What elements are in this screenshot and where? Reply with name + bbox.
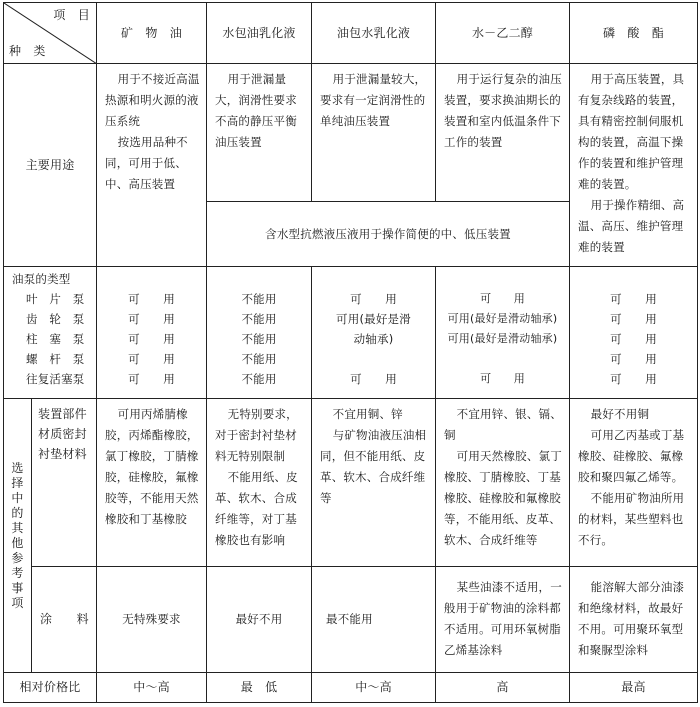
pump-status: 可 用 <box>610 332 657 346</box>
pump-status: 不能用 <box>241 332 277 346</box>
pump-status: 可 用 <box>610 292 657 306</box>
uses-mineral-oil <box>97 64 207 267</box>
col-header-phosphate-ester: 磷 酸 酯 <box>570 3 698 64</box>
seal-water-in-oil <box>312 399 436 567</box>
coat-oil-in-water: 最好不用 <box>207 567 312 673</box>
coat-mineral-oil: 无特殊要求 <box>97 567 207 673</box>
seal-phosphate-text-a: 最好不用铜 <box>590 407 650 421</box>
coat-water-glycol: 某些油漆不适用，一般用于矿物油的涂料都不适用。可用环氧树脂乙烯基涂料 <box>436 567 570 673</box>
corner-type-label: 种 类 <box>9 44 46 58</box>
coat-phosphate-ester: 能溶解大部分油漆和绝缘材料，故最好不用。可用聚环氧型和聚脲型涂料 <box>570 567 698 673</box>
uses-water-based-shared: 含水型抗燃液压液用于操作简便的中、低压装置 <box>207 202 570 267</box>
pump-status: 可 用 <box>480 372 525 385</box>
pump-status: 不能用 <box>241 372 277 386</box>
hydraulic-fluid-comparison-table <box>3 2 698 703</box>
pumps-mineral-oil <box>97 267 207 399</box>
pump-status: 可 用 <box>610 352 657 366</box>
pump-status: 可用(最好是滑动轴承) <box>447 332 558 345</box>
pump-plunger: 柱 塞 泵 <box>26 332 85 346</box>
uses-phosphate-text-a: 用于高压装置，具有复杂线路的装置，具有精密控制伺服机构的装置，高温下操作的装置和维护管理难的装置。 <box>578 72 685 191</box>
pumps-phosphate-ester <box>570 267 698 399</box>
uses-mineral-oil-text-b: 按选用品种不同，可用于低、中、高压装置 <box>105 135 188 191</box>
pump-vane: 叶 片 泵 <box>26 292 85 306</box>
pump-status: 可 用 <box>128 312 175 326</box>
seal-water-in-oil-text-a: 不宜用铜、锌 <box>332 407 403 421</box>
coatings-label: 涂 料 <box>32 567 97 673</box>
pump-gear: 齿 轮 泵 <box>26 312 85 326</box>
seal-phosphate-text-c: 不能用矿物油所用的材料，某些塑料也不行。 <box>578 491 685 547</box>
pump-status: 可 用 <box>128 332 175 346</box>
header-row <box>4 3 698 64</box>
seal-oil-in-water-text-b: 不能用纸、皮革、软木、合成纤维等，对丁基橡胶也有影响 <box>215 470 298 547</box>
uses-phosphate-text-b: 用于操作精细、高温、高压、维护管理难的装置 <box>578 198 685 254</box>
uses-mineral-oil-text-a: 用于不接近高温热源和明火源的液压系统 <box>105 72 200 128</box>
seal-water-glycol <box>436 399 570 567</box>
uses-label: 主要用途 <box>4 64 97 267</box>
price-phosphate-ester: 最高 <box>570 673 698 703</box>
seal-oil-in-water <box>207 399 312 567</box>
seal-mineral-oil: 可用丙烯腈橡胶，丙烯酯橡胶，氯丁橡胶，丁腈橡胶，硅橡胶，氟橡胶等，不能用天然橡胶和丁基橡胶 <box>97 399 207 567</box>
header-corner-cell <box>4 3 97 64</box>
col-header-water-glycol: 水－乙二醇 <box>436 3 570 64</box>
pump-status: 可 用 <box>610 312 657 326</box>
uses-oil-in-water: 用于泄漏量大，润滑性要求不高的静压平衡油压装置 <box>207 64 312 202</box>
seal-water-glycol-text-a: 不宜用锌、银、镉、铜 <box>444 407 562 442</box>
pump-status: 可 用 <box>350 372 397 386</box>
pump-status: 可用(最好是滑动轴承) <box>447 312 558 325</box>
pump-status: 可 用 <box>480 292 525 305</box>
corner-item-label: 项 目 <box>53 8 90 22</box>
uses-water-glycol: 用于运行复杂的油压装置，要求换油期长的装置和室内低温条件下工作的装置 <box>436 64 570 202</box>
seal-water-glycol-text-b: 可用天然橡胶、氯丁橡胶、丁腈橡胶、丁基橡胶、硅橡胶和氟橡胶等，不能用纸、皮革、软木、合成纤维等 <box>444 449 562 547</box>
pump-types-title: 油泵的类型 <box>12 272 71 286</box>
pumps-water-glycol <box>436 267 570 399</box>
price-water-glycol: 高 <box>436 673 570 703</box>
pump-status: 动轴承) <box>353 332 394 346</box>
uses-water-in-oil: 用于泄漏量较大，要求有一定润滑性的单纯油压装置 <box>312 64 436 202</box>
pump-status: 不能用 <box>241 312 277 326</box>
pump-status: 可 用 <box>128 372 175 386</box>
seal-oil-in-water-text-a: 无特别要求，对于密封衬垫材料无特别限制 <box>215 407 298 463</box>
coatings-row <box>4 567 698 673</box>
pumps-water-in-oil <box>312 267 436 399</box>
pump-status: 可 用 <box>128 352 175 366</box>
uses-row <box>4 64 698 202</box>
seal-phosphate-text-b: 可用乙丙基或丁基橡胶、硅橡胶、氟橡胶和聚四氟乙烯等。 <box>578 428 685 484</box>
col-header-oil-in-water: 水包油乳化液 <box>207 3 312 64</box>
price-row <box>4 673 698 703</box>
other-considerations-side-label <box>4 399 32 673</box>
pump-types-labels <box>4 267 97 399</box>
pump-status: 可用(最好是滑 <box>336 312 411 326</box>
col-header-mineral-oil: 矿 物 油 <box>97 3 207 64</box>
pump-reciprocating: 往复活塞泵 <box>26 372 85 386</box>
seal-materials-row <box>4 399 698 567</box>
pump-status: 不能用 <box>241 292 277 306</box>
pump-status: 可 用 <box>128 292 175 306</box>
pump-status: 可 用 <box>350 292 397 306</box>
price-oil-in-water: 最 低 <box>207 673 312 703</box>
seal-materials-label: 装置部件材质密封衬垫材料 <box>32 399 97 567</box>
pump-types-row <box>4 267 698 399</box>
pumps-oil-in-water <box>207 267 312 399</box>
price-water-in-oil: 中～高 <box>312 673 436 703</box>
coat-water-in-oil: 最不能用 <box>312 567 436 673</box>
other-considerations-text: 选择中的其他参考事项 <box>11 460 24 610</box>
col-header-water-in-oil: 油包水乳化液 <box>312 3 436 64</box>
pump-status: 可 用 <box>610 372 657 386</box>
pump-status: 不能用 <box>241 352 277 366</box>
price-mineral-oil: 中～高 <box>97 673 207 703</box>
seal-phosphate-ester <box>570 399 698 567</box>
pump-screw: 螺 杆 泵 <box>26 352 85 366</box>
seal-water-in-oil-text-b: 与矿物油液压油相同，但不能用纸、皮革、软木、合成纤维等 <box>320 428 427 505</box>
uses-phosphate-ester <box>570 64 698 267</box>
price-label: 相对价格比 <box>4 673 97 703</box>
